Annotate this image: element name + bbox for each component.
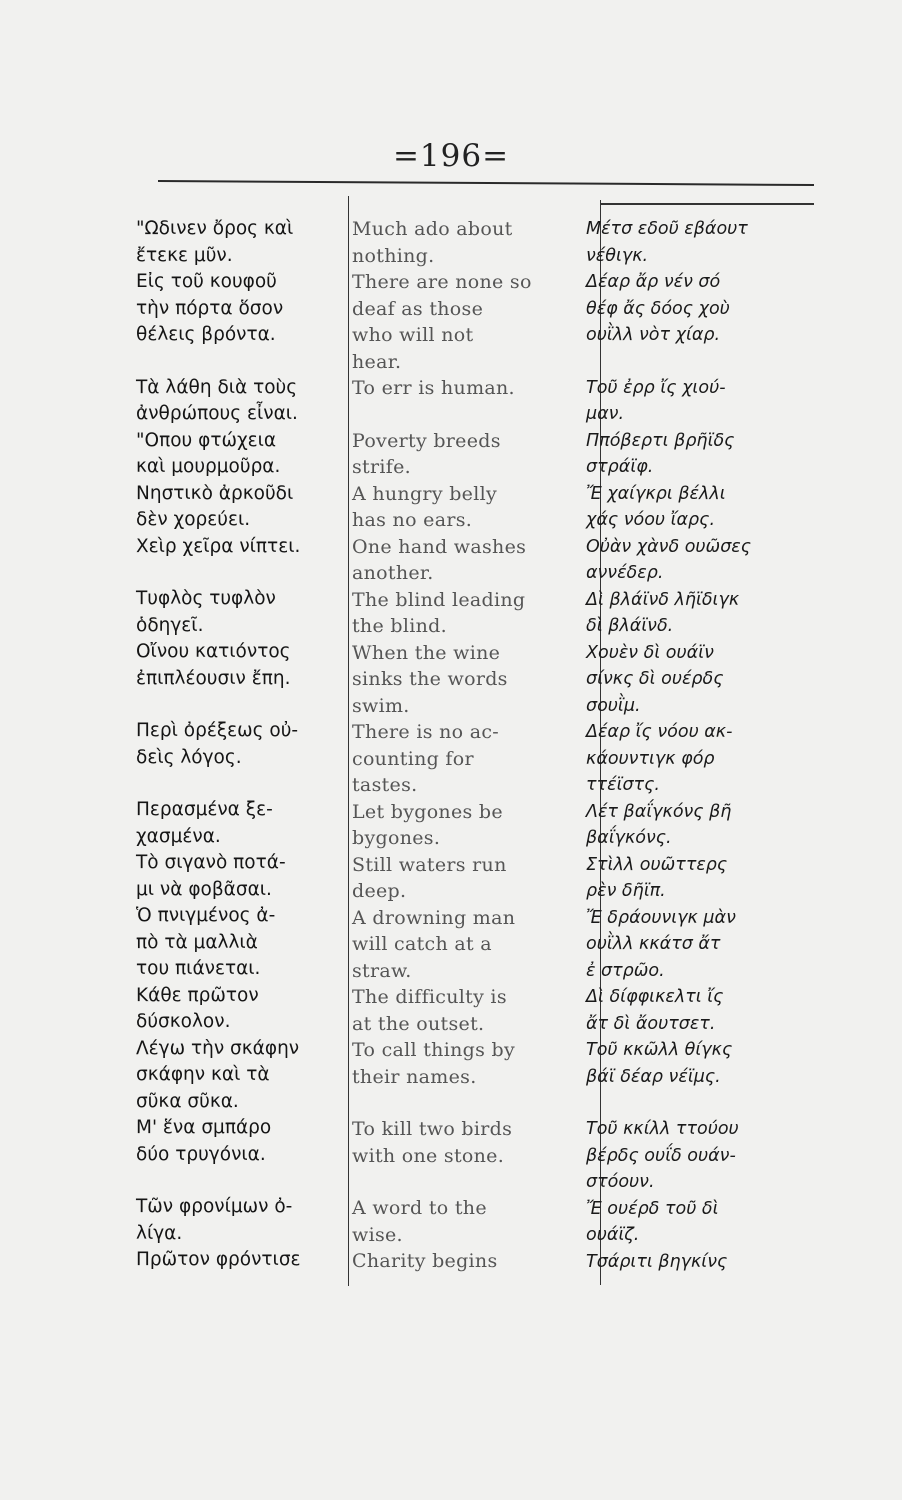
greek-proverb-text: Τὰ λάθη διὰ τοὺς ἀνθρώπους εἶναι. bbox=[136, 376, 298, 424]
english-proverb-text: Much ado about nothing. bbox=[352, 218, 513, 267]
english-proverb bbox=[352, 1248, 594, 1275]
greek-proverb bbox=[136, 850, 346, 903]
pronunciation-text: Ἔ δράουνιγκ μὰν ουῒλλ κκάτσ ἄτ ἐ στρῶο. bbox=[586, 907, 736, 981]
greek-proverb bbox=[136, 269, 346, 349]
english-proverb bbox=[352, 216, 594, 269]
greek-proverb bbox=[136, 1036, 346, 1116]
english-proverb bbox=[352, 640, 594, 720]
greek-proverb-text: Περὶ ὀρέξεως οὐ- δεὶς λόγος. bbox=[136, 720, 299, 768]
english-proverb bbox=[352, 375, 594, 402]
greek-proverb-text: Κάθε πρῶτον δύσκολον. bbox=[136, 984, 259, 1032]
english-proverb bbox=[352, 1195, 594, 1248]
pronunciation-text: Δὶ δίφφικελτι ἴς ἄτ δὶ ἄουτσετ. bbox=[586, 987, 724, 1034]
english-proverb-text: To call things by their names. bbox=[352, 1039, 515, 1088]
english-proverb bbox=[352, 269, 594, 375]
greek-proverb-text: Τῶν φρονίμων ὀ- λίγα. bbox=[136, 1196, 293, 1244]
english-proverb bbox=[352, 428, 594, 481]
pronunciation-text: Ἔ χαίγκρι βέλλι χάς νόου ἴαρς. bbox=[586, 483, 726, 530]
greek-proverb bbox=[136, 1115, 346, 1168]
greek-proverb-text: Μ' ἕνα σμπάρο δύο τρυγόνια. bbox=[136, 1117, 272, 1165]
header-rule bbox=[158, 180, 814, 186]
english-proverb-text: A word to the wise. bbox=[352, 1197, 487, 1246]
english-proverb-text: A hungry belly has no ears. bbox=[352, 482, 497, 531]
column-divider-left bbox=[348, 196, 349, 1286]
pronunciation-entry bbox=[586, 587, 826, 640]
english-proverb bbox=[352, 481, 594, 534]
greek-proverb bbox=[136, 718, 346, 771]
pronunciation-text: Δέαρ ἄρ νέν σό θέφ ἄς δόος χοὺ ουῒλλ νὸτ χίαρ. bbox=[586, 272, 730, 345]
greek-proverb-text: Τυφλὸς τυφλὸν ὁδηγεῖ. bbox=[136, 588, 276, 636]
english-proverb-text: Charity begins bbox=[352, 1250, 498, 1272]
pronunciation-column bbox=[586, 216, 826, 1275]
english-proverb-text: There are none so deaf as those who will not hear. bbox=[352, 271, 532, 373]
greek-column bbox=[136, 216, 346, 1274]
pronunciation-text: Χουὲν δὶ ουάϊν σίνκς δὶ ουέρδς σουῒμ. bbox=[586, 642, 724, 716]
greek-proverb-text: Ὁ πνιγμένος ἀ- πὸ τὰ μαλλιὰ του πιάνεται. bbox=[136, 905, 276, 979]
pronunciation-entry bbox=[586, 216, 826, 269]
header-rule-right bbox=[600, 203, 814, 205]
pronunciation-entry bbox=[586, 640, 826, 720]
pronunciation-text: Τοῦ κκίλλ ττούου βέρδς ουΐδ ουάν- στόουν. bbox=[586, 1119, 739, 1192]
pronunciation-entry bbox=[586, 852, 826, 905]
greek-proverb bbox=[136, 534, 346, 561]
pronunciation-entry bbox=[586, 1037, 826, 1090]
greek-proverb bbox=[136, 903, 346, 983]
greek-proverb bbox=[136, 797, 346, 850]
english-proverb-text: One hand washes another. bbox=[352, 535, 527, 584]
greek-proverb-text: Χεὶρ χεῖρα νίπτει. bbox=[136, 535, 301, 557]
pronunciation-entry bbox=[586, 534, 826, 587]
english-proverb-text: The blind leading the blind. bbox=[352, 588, 526, 637]
pronunciation-text: Δέαρ ἴς νόου ακ- κάουντιγκ φόρ ττέϊστς. bbox=[586, 722, 733, 795]
greek-proverb-text: Πρῶτον φρόντισε bbox=[136, 1249, 301, 1270]
pronunciation-entry bbox=[586, 905, 826, 985]
greek-proverb-text: Λέγω τὴν σκάφην σκάφην καὶ τὰ σῦκα σῦκα. bbox=[136, 1037, 300, 1112]
pronunciation-text: Ἔ ουέρδ τοῦ δὶ ουάϊζ. bbox=[586, 1198, 719, 1245]
pronunciation-entry bbox=[586, 375, 826, 428]
pronunciation-text: Λέτ βαΐγκόνς βῆ βαΐγκόνς. bbox=[586, 801, 732, 848]
pronunciation-entry bbox=[586, 719, 826, 799]
pronunciation-entry bbox=[586, 481, 826, 534]
english-proverb bbox=[352, 1116, 594, 1169]
greek-proverb bbox=[136, 983, 346, 1036]
pronunciation-entry bbox=[586, 428, 826, 481]
page-number: =196= bbox=[392, 138, 510, 174]
english-proverb-text: Still waters run deep. bbox=[352, 853, 507, 902]
english-proverb bbox=[352, 587, 594, 640]
pronunciation-entry bbox=[586, 269, 826, 349]
english-proverb-text: To kill two birds with one stone. bbox=[352, 1118, 513, 1167]
pronunciation-text: Στὶλλ ουῶττερς ρὲν δῆϊπ. bbox=[586, 854, 728, 901]
pronunciation-entry bbox=[586, 1249, 826, 1276]
pronunciation-text: Οὐὰν χὰνδ ουῶσες αννέδερ. bbox=[586, 536, 752, 583]
english-proverb-text: To err is human. bbox=[352, 377, 515, 399]
greek-proverb bbox=[136, 375, 346, 428]
greek-proverb-text: Εἰς τοῦ κουφοῦ τὴν πόρτα ὅσον θέλεις βρόντα. bbox=[136, 271, 284, 345]
greek-proverb bbox=[136, 639, 346, 692]
english-proverb bbox=[352, 534, 594, 587]
greek-proverb-text: "Ωδινεν ὄρος καὶ ἔτεκε μῦν. bbox=[136, 218, 294, 266]
pronunciation-text: Δὶ βλάϊνδ λῆϊδιγκ δὶ βλάϊνδ. bbox=[586, 589, 740, 636]
english-proverb bbox=[352, 1037, 594, 1090]
english-proverb bbox=[352, 799, 594, 852]
greek-proverb bbox=[136, 1194, 346, 1247]
pronunciation-text: Τοῦ κκῶλλ θίγκς βάϊ δέαρ νέϊμς. bbox=[586, 1040, 733, 1087]
english-proverb-text: Poverty breeds strife. bbox=[352, 429, 501, 478]
greek-proverb bbox=[136, 428, 346, 481]
pronunciation-text: Ππόβερτι βρῆϊδς στράϊφ. bbox=[586, 430, 735, 477]
english-proverb-text: There is no ac- counting for tastes. bbox=[352, 721, 499, 796]
pronunciation-text: Μέτσ εδοῦ εβάουτ νέθιγκ. bbox=[586, 219, 748, 266]
greek-proverb-text: "Οπου φτώχεια καὶ μουρμοῦρα. bbox=[136, 429, 281, 477]
greek-proverb-text: Νηστικὸ ἀρκοῦδι δὲν χορεύει. bbox=[136, 482, 294, 530]
pronunciation-entry bbox=[586, 799, 826, 852]
greek-proverb-text: Τὸ σιγανὸ ποτά- μι νὰ φοβᾶσαι. bbox=[136, 852, 286, 900]
pronunciation-text: Τοῦ ἐρρ ἴς χιού- μαν. bbox=[586, 377, 726, 424]
english-proverb bbox=[352, 984, 594, 1037]
greek-proverb bbox=[136, 481, 346, 534]
english-proverb bbox=[352, 852, 594, 905]
pronunciation-entry bbox=[586, 1116, 826, 1196]
greek-proverb-text: Περασμένα ξε- χασμένα. bbox=[136, 799, 273, 847]
pronunciation-entry bbox=[586, 984, 826, 1037]
greek-proverb bbox=[136, 216, 346, 269]
english-proverb-text: A drowning man will catch at a straw. bbox=[352, 906, 516, 982]
greek-proverb bbox=[136, 1247, 346, 1274]
greek-proverb-text: Οἴνου κατιόντος ἐπιπλέουσιν ἔπη. bbox=[136, 641, 291, 689]
english-column bbox=[352, 216, 594, 1275]
english-proverb-text: When the wine sinks the words swim. bbox=[352, 641, 508, 717]
pronunciation-entry bbox=[586, 1196, 826, 1249]
greek-proverb bbox=[136, 586, 346, 639]
english-proverb bbox=[352, 719, 594, 799]
english-proverb-text: Let bygones be bygones. bbox=[352, 800, 503, 849]
pronunciation-text: Τσάριτι βηγκίνς bbox=[586, 1251, 728, 1272]
english-proverb-text: The difficulty is at the outset. bbox=[352, 986, 507, 1035]
english-proverb bbox=[352, 905, 594, 985]
